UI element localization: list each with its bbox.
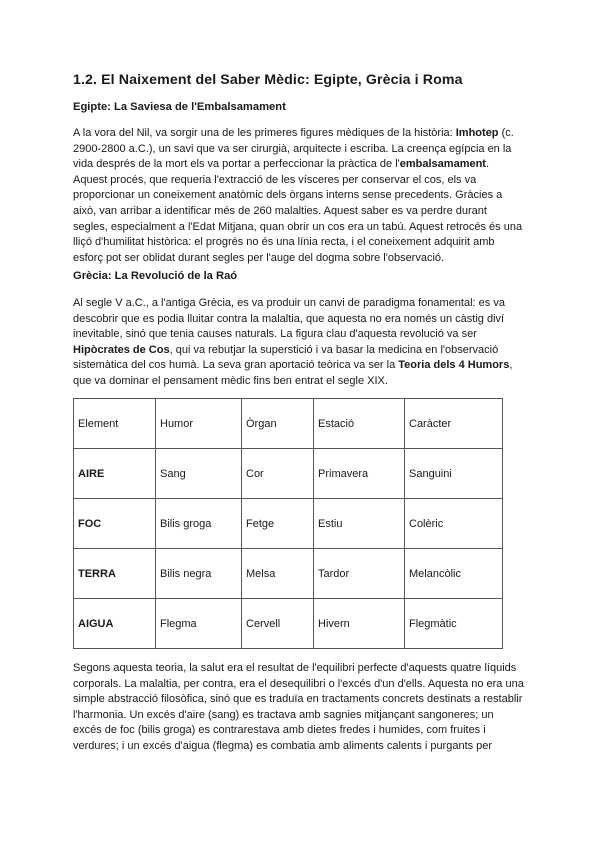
text-line: descobrir que es podia lluitar contra la malaltia, que aquesta no era només un càstig diví: [73, 312, 505, 325]
text-line: això, van arribar a identificar més de 260 malalties. Aquest saber es va perdre durant: [73, 204, 487, 217]
egypt-heading: Egipte: La Saviesa de l'Embalsamament: [73, 101, 286, 113]
text-line: corporals. La malaltia, per contra, era el desequilibri o l'excés d'un d'ells. Aquesta no era una: [73, 677, 524, 690]
text-line: lliçó d'humilitat històrica: el progrés no és una línia recta, i el coneixement adquirit amb: [73, 236, 495, 249]
text-line: esforç pot ser oblidat durant segles per l'auge del dogma sobre l'observació.: [73, 251, 445, 264]
table-cell: Melsa: [242, 549, 314, 599]
table-cell: Primavera: [314, 449, 405, 499]
table-cell: Sanguini: [405, 449, 503, 499]
text-line: vida després de la mort els va portar a perfeccionar la pràctica de l'embalsamament.: [73, 158, 490, 171]
header-cell: Element: [74, 399, 156, 449]
text-line: que va dominar el pensament mèdic fins ben entrat el segle XIX.: [73, 374, 388, 387]
table-cell: Estiu: [314, 499, 405, 549]
table-row: [74, 449, 503, 499]
text-line: simple abstracció filosòfica, sinó que es traduïa en tractaments concrets destinats a restablir: [73, 693, 523, 706]
table-cell: Tardor: [314, 549, 405, 599]
table-header-row: [74, 399, 503, 449]
table-cell: Flegmàtic: [405, 599, 503, 649]
bold-term: Imhotep: [455, 127, 499, 139]
header-cell: Humor: [156, 399, 242, 449]
section-title: 1.2. El Naixement del Saber Mèdic: Egipte, Grècia i Roma: [73, 72, 463, 88]
text-line: verdures; i un excés d'aigua (flegma) es combatia amb aliments calents i purgants per: [73, 739, 493, 752]
element-cell: AIGUA: [74, 599, 156, 649]
header-cell: Òrgan: [242, 399, 314, 449]
text-line: Al segle V a.C., a l'antiga Grècia, es va produir un canvi de paradigma fonamental: es va: [73, 297, 505, 309]
table-cell: Bilis groga: [156, 499, 242, 549]
element-cell: TERRA: [74, 549, 156, 599]
table-cell: Cor: [242, 449, 314, 499]
table-row: [74, 599, 503, 649]
text-line: sistemàtica del cos humà. La seva gran aportació teòrica va ser la Teoria dels 4 Humors,: [73, 359, 513, 372]
table-cell: Hivern: [314, 599, 405, 649]
table-cell: Sang: [156, 449, 242, 499]
text-line: inevitable, sinó que tenia causes naturals. La figura clau d'aquesta revolució va ser: [73, 328, 477, 341]
text-line: l'harmonia. Un excés d'aire (sang) es tractava amb sagnies mitjançant sangoneres; un: [73, 708, 494, 721]
egypt-paragraph: [73, 126, 529, 266]
text-line: proporcionar un coneixement anatòmic dels òrgans interns sense precedents. Gràcies a: [73, 189, 503, 202]
text-line: A la vora del Nil, va sorgir una de les primeres figures mèdiques de la història: Imhotep (c.: [73, 127, 514, 139]
header-cell: Estació: [314, 399, 405, 449]
humors-table: [73, 398, 503, 649]
text-line: segles, especialment a l'Edat Mitjana, quan obrir un cos era un tabú. Aquest retrocés és una: [73, 220, 523, 233]
header-cell: Caràcter: [405, 399, 503, 449]
text-line: Hipòcrates de Cos, qui va rebutjar la superstició i va basar la medicina en l'observació: [73, 343, 499, 356]
table-cell: Bilis negra: [156, 549, 242, 599]
table-cell: Cervell: [242, 599, 314, 649]
bold-term: Hipòcrates de Cos: [73, 343, 170, 356]
text-line: Aquest procés, que requeria l'extracció de les vísceres per conservar el cos, els va: [73, 173, 477, 186]
greece-heading: Grècia: La Revolució de la Raó: [73, 270, 238, 282]
text-line: excés de foc (bilis groga) es contrarestava amb dietes fredes i humides, com fruites i: [73, 724, 486, 737]
element-cell: AIRE: [74, 449, 156, 499]
theory-paragraph: [73, 661, 529, 755]
text-line: 2900-2800 a.C.), un savi que va ser cirurgià, arquitecte i escriba. La creença egípcia en la: [73, 142, 512, 155]
table-row: [74, 549, 503, 599]
table-cell: Colèric: [405, 499, 503, 549]
element-cell: FOC: [74, 499, 156, 549]
text-line: Segons aquesta teoria, la salut era el resultat de l'equilibri perfecte d'aquests quatre líquids: [73, 662, 517, 674]
bold-term: Teoria dels 4 Humors: [398, 359, 510, 372]
greece-paragraph: [73, 296, 529, 390]
table-cell: Melancòlic: [405, 549, 503, 599]
table-cell: Fetge: [242, 499, 314, 549]
table-cell: Flegma: [156, 599, 242, 649]
table-row: [74, 499, 503, 549]
bold-term: embalsamament: [399, 158, 486, 171]
